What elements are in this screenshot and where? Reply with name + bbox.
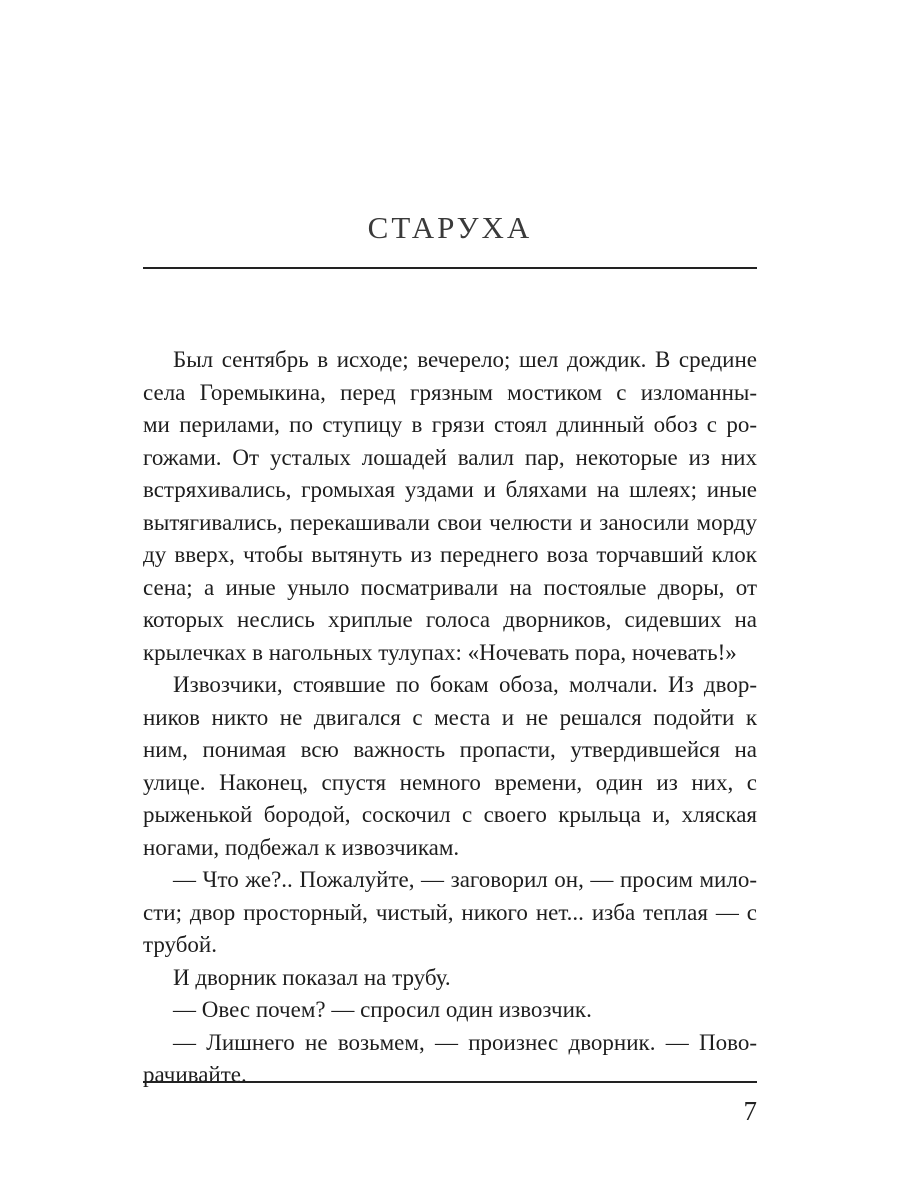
text-line: гожами. От усталых лошадей валил пар, некоторые из них [143, 444, 757, 470]
text-line: сти; двор просторный, чистый, никого нет... изба теплая — с [143, 899, 757, 925]
text-line: трубой. [143, 932, 217, 957]
text-line: сена; а иные уныло посматривали на постоялые дворы, от [143, 574, 757, 600]
text-line: ногами, подбежал к извозчикам. [143, 834, 460, 860]
text-line: рачивайте. [143, 1062, 247, 1087]
text-line: И дворник показал на трубу. [173, 964, 451, 990]
header-rule [143, 267, 757, 269]
text-line: улице. Наконец, спустя немного времени, один из них, с [143, 769, 757, 795]
text-line: встряхивались, громыхая уздами и бляхами на шлеях; иные [143, 477, 757, 502]
text-line: — Овес почем? — спросил один извозчик. [173, 997, 592, 1022]
text-line: ду вверх, чтобы вытянуть из переднего воза торчавший клок [143, 542, 757, 567]
text-line: Был сентябрь в исходе; вечерело; шел дождик. В средине [173, 347, 757, 372]
text-line: — Что же?.. Пожалуйте, — заговорил он, — просим мило- [173, 867, 757, 892]
page-number: 7 [743, 1096, 757, 1126]
text-line: — Лишнего не возьмем, — произнес дворник. — Пово- [173, 1029, 757, 1055]
text-line: ним, понимая всю важность пропасти, утвердившейся на [143, 737, 757, 762]
text-line: крылечках в нагольных тулупах: «Ночевать пора, ночевать!» [143, 639, 737, 665]
text-line: которых неслись хриплые голоса дворников, сидевших на [143, 607, 757, 632]
text-line: ников никто не двигался с места и не решался подойти к [143, 704, 757, 730]
text-line: вытягивались, перекашивали свои челюсти и заносили морду [143, 509, 757, 535]
footer-rule [143, 1081, 757, 1083]
chapter-title: СТАРУХА [367, 210, 533, 245]
text-line: Извозчики, стоявшие по бокам обоза, молчали. Из двор- [173, 672, 757, 697]
body-text [143, 344, 757, 1092]
text-line: рыженькой бородой, соскочил с своего крыльца и, хляская [143, 802, 757, 827]
text-line: села Горемыкина, перед грязным мостиком с изломанны- [143, 379, 757, 405]
text-line: ми перилами, по ступицу в грязи стоял длинный обоз с ро- [143, 412, 757, 437]
